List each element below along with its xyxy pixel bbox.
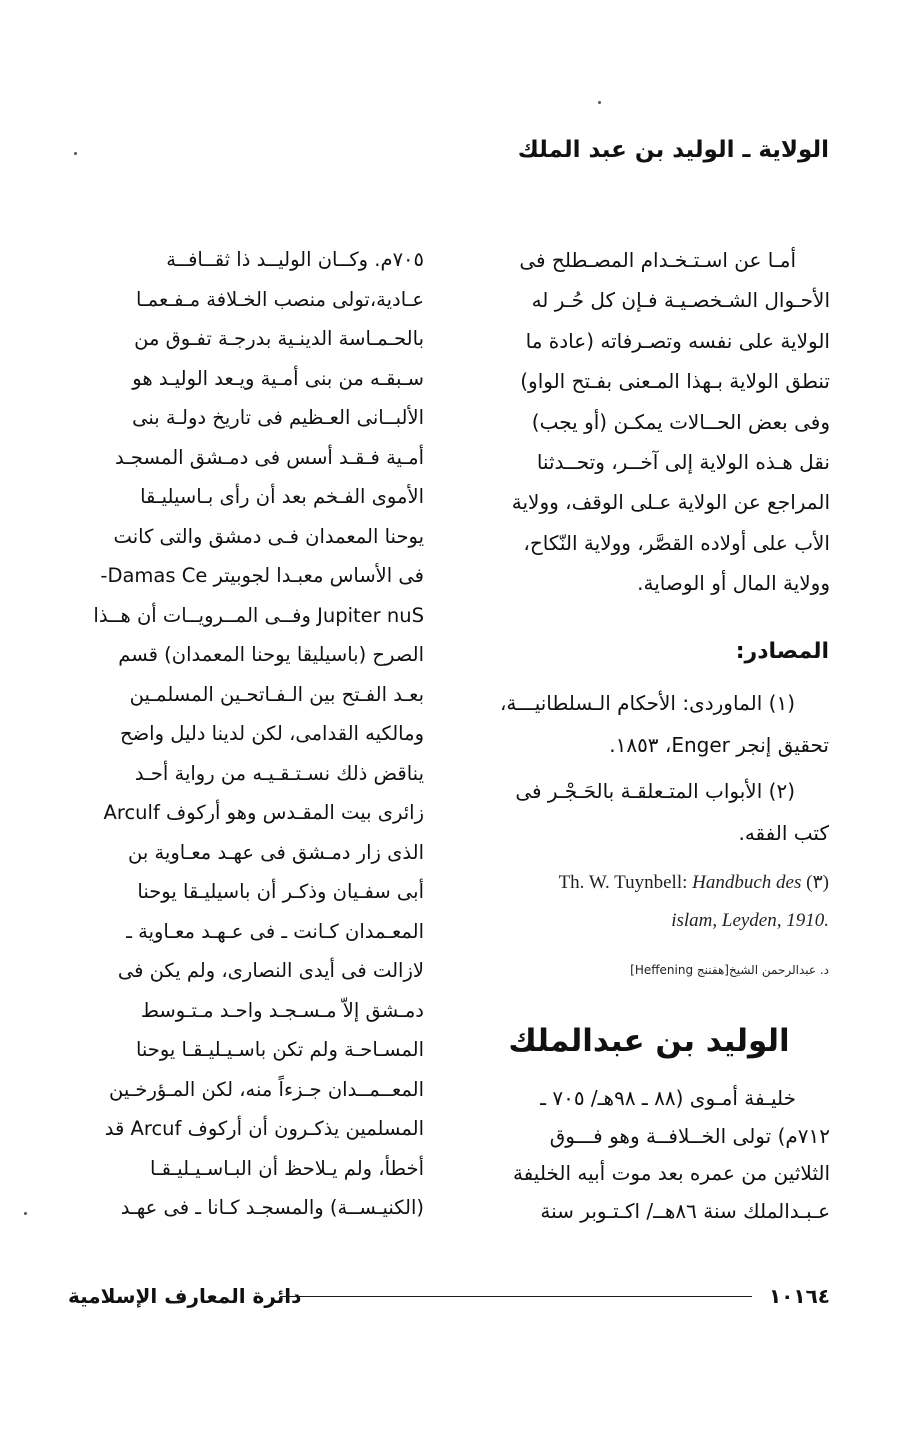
author-signature: د. عبدالرحمن الشيخ[هفننج Heffening] [630,963,829,977]
reference-1 [467,682,829,766]
sources-heading: المصادر: [735,639,829,664]
paragraph-line: تنطق الولاية بـهذا المـعنى بفـتح الواو) [520,369,830,394]
reference-2 [467,770,829,854]
paragraph-line: أمـا عن اسـتـخـدام المصـطلح فى [519,248,796,272]
reference-line: (١) الماوردى: الأحكام الـسلطانيـــة، [499,691,795,715]
text-line: أخطأ، ولم يـلاحظ أن البـاسـيـليـقـا [149,1156,424,1180]
text-line: (الكنيـســة) والمسجـد كـانا ـ فى عهـد [120,1196,424,1219]
text-line: الألبــانى العـظيم فى تاريخ دولـة بنى [132,406,424,429]
paragraph-line: نقل هـذه الولاية إلى آخــر، وتحــدثنا [536,449,830,474]
reference-number: (٣) [806,872,829,893]
text-line: Jupiter nuS وفــى المــرويــات أن هــذا [93,603,424,627]
publication-name: دائرة المعارف الإسلامية [68,1284,302,1308]
text-line: بالحـمـاسة الدينـية بدرجـة تفـوق من [134,327,424,350]
reference-author: Th. W. Tuynbell: [558,872,688,893]
reference-line [449,902,829,940]
paragraph-line: المراجع عن الولاية عـلى الوقف، وولاية [511,490,830,515]
article-body [468,1080,830,1230]
text-line: المعـمدان كـانت ـ فى عـهـد معـاوية ـ [126,919,424,943]
reference-line: كتب الفقه. [738,821,829,845]
paragraph-line: الأحـوال الشـخصـيـة فـإن كل حُـر له [531,288,830,313]
article-line: ٧١٢م) تولى الخــلافــة وهو فـــوق [549,1123,830,1148]
text-line: الصرح (باسيليقا يوحنا المعمدان) قسم [118,643,424,666]
text-line: ٧٠٥م. وكــان الوليــد ذا ثقــافــة [166,248,424,271]
scan-speck [24,1212,27,1215]
text-line: أبى سفـيان وذكـر أن باسيليـقا يوحنا [137,880,424,903]
scan-speck [74,152,77,155]
text-line: المعــمــدان جـزءاً منه، لكن المـؤرخـين [108,1077,424,1101]
text-line: فى الأساس معبـدا لجوبيتر Damas Ce- [100,564,424,587]
text-line: المسلمين يذكـرون أن أركوف Arcuf قد [104,1117,424,1140]
article-line: الثلاثين من عمره بعد موت أبيه الخليفة [512,1161,830,1185]
text-line: يوحنا المعمدان فـى دمشق والتى كانت [113,524,424,548]
left-column-text [68,240,424,1228]
paragraph-line: وفى بعض الحــالات يمكـن (أو يجب) [531,409,830,434]
scan-speck [598,101,601,104]
text-line: لازالت فى أيدى النصارى، ولم يكن فى [117,959,424,982]
paragraph-line: وولاية المال أو الوصاية. [637,571,830,596]
reference-3 [449,864,829,940]
reference-line: تحقيق إنجر Enger، ١٨٥٣. [609,733,829,757]
footer-rule [280,1296,752,1297]
reference-line [449,864,829,902]
text-line: ومالكيه القدامى، لكن لدينا دليل واضح [120,722,424,745]
paragraph-line: الولاية على نفسه وتصـرفاته (عادة ما [525,328,830,353]
article-line: خليـفة أمـوى (٨٨ ـ ٩٨هـ/ ٧٠٥ ـ [540,1086,796,1110]
text-line: بعـد الفـتح بين الـفـاتحـين المسلمـين [129,682,424,706]
page-footer [68,1279,830,1313]
reference-line: (٢) الأبواب المتـعلقـة بالحَـجْـر فى [515,779,795,803]
reference-title-cont: islam, Leyden, 1910. [671,910,829,931]
article-title: الوليد بن عبدالملك [508,1023,790,1059]
right-column-paragraph [468,240,830,604]
text-line: يناقض ذلك نسـتـقـيـه من رواية أحـد [134,761,424,785]
text-line: المسـاحـة ولم تكن باسـيـليـقـا يوحنا [135,1038,424,1061]
reference-title: Handbuch des [692,872,802,893]
text-line: زائرى بيت المقـدس وهو أركوف Arculf [103,801,424,824]
running-header: الولاية ـ الوليد بن عبد الملك [517,137,829,163]
text-line: عـادية،تولى منصب الخـلافة مـفـعمـا [136,287,424,311]
text-line: أمـية فـقـد أسس فى دمـشق المسجـد [114,445,424,469]
text-line: الأموى الفـخم بعد أن رأى بـاسيليـقا [140,485,424,508]
text-line: سـبقـه من بنى أمـية ويـعد الوليـد هو [132,366,424,390]
article-line: عـبـدالملك سنة ٨٦هــ/ اكـتـوبر سنة [540,1198,830,1223]
page-number: ١٠١٦٤ [768,1284,830,1308]
text-line: الذى زار دمـشق فى عهـد معـاوية بن [127,840,424,864]
text-line: دمـشق إلاّ مـسـجـد واحـد مـتـوسط [140,998,424,1022]
paragraph-line: الأب على أولاده القصَّر، وولاية النّكاح، [523,530,830,555]
